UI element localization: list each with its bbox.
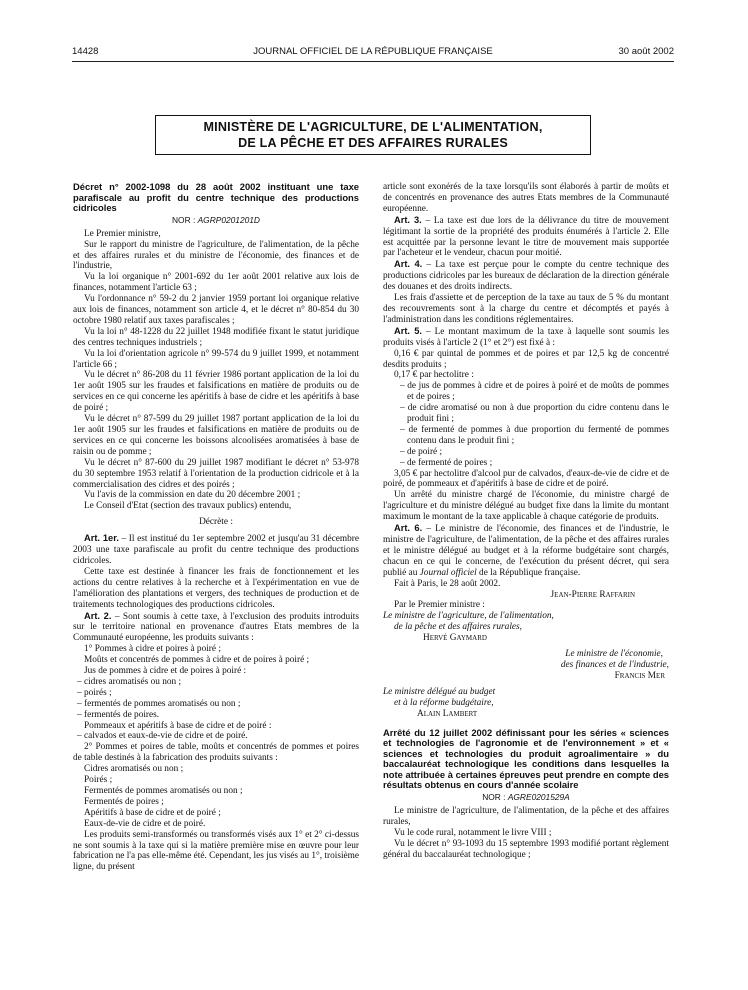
list-item: Fermentés de poires ; (84, 796, 164, 807)
done-at: Fait à Paris, le 28 août 2002. (394, 578, 501, 589)
article-5: Art. 5. – Le montant maximum de la taxe à laquelle sont soumis les produits visés à l'article 2 (1° et 2°) est fixé à : (383, 325, 669, 348)
ministry-line-2: DE LA PÊCHE ET DES AFFAIRES RURALES (238, 136, 508, 150)
list-item: Pommeaux et apéritifs à base de cidre et de poiré : (84, 720, 272, 731)
ministry-banner (155, 115, 591, 155)
sub-list-item: – de jus de pommes à cidre et de poires à poiré et de moûts de pommes et de poires ; (400, 381, 669, 403)
journal-title: JOURNAL OFFICIEL DE LA RÉPUBLIQUE FRANÇAISE (253, 46, 493, 57)
list-item: 1° Pommes à cidre et poires à poiré ; (84, 644, 221, 655)
article-1-p2: Cette taxe est destinée à financer les frais de fonctionnement et les actions du centre relatives à la recherche et à l'expérimentation en vue de l'amélioration des plantations et vergers, des techniques de production et de traitements technologiques des productions cidricoles. (73, 566, 359, 610)
sub-list-item: – poirés ; (77, 687, 112, 698)
article-4: Art. 4. – La taxe est perçue pour le compte du centre technique des productions cidricoles par les bureaux de déclaration de la direction générale des douanes et des droits indirects. (383, 259, 669, 293)
article-2-p3: Les produits semi-transformés ou transformés visés aux 1° et 2° ci-dessus ne sont soumis à la taxe qui si la matière première mise en œuvre pour leur fabrication ne l'a pas elle-même été. Cependant, les jus visés au 1°, troisième ligne, du présent (73, 829, 360, 873)
article-2-continued: article sont exonérés de la taxe lorsqu'ils sont élaborés à partir de moûts et de concentrés en provenance des autres Etats membres de la Communauté européenne. (383, 182, 669, 214)
rate-item: 0,16 € par quintal de pommes et de poires et par 12,5 kg de concentré desdits produits ; (383, 348, 669, 370)
visa-paragraph: Vu la loi n° 48-1228 du 22 juillet 1948 modifiée fixant le statut juridique des centres techniques industriels ; (73, 326, 359, 348)
left-column (73, 182, 359, 873)
visa-paragraph: Vu le décret n° 87-599 du 29 juillet 1987 portant application de la loi du 1er août 1905 sur les fraudes et falsifications en matière de produits ou de services en ce qui concerne les boissons alcoolisées aromatisées à base de raisin ou de pomme ; (73, 414, 359, 457)
visa-paragraph: Vu la loi organique n° 2001-692 du 1er août 2001 relative aux lois de finances, notamment l'article 63 ; (73, 272, 359, 294)
list-item: Fermentés de pommes aromatisés ou non ; (84, 786, 243, 796)
article-3: Art. 3. – La taxe est due lors de la délivrance du titre de mouvement légitimant la sortie de la propriété des produits énumérés à l'article 2. Elle est acquittée par la personne levant le titre de mouvement mais supportée par l'acheteur et le vendeur, chacun pour moitié. (383, 214, 669, 259)
right-column (383, 182, 669, 861)
visa-paragraph: Vu le décret n° 87-600 du 29 juillet 1987 modifiant le décret n° 53-978 du 30 septembre 1953 relatif à l'orientation de la production cidricole et à la commercialisation des cidres et des poirés ; (73, 457, 359, 490)
arrete-nor: NOR : AGRE0201529A (482, 792, 570, 803)
signature-pm: Jean-Pierre Raffarin (550, 589, 635, 600)
visa-paragraph: Le Conseil d'Etat (section des travaux publics) entendu, (84, 501, 292, 512)
ministry-line-1: MINISTÈRE DE L'AGRICULTURE, DE L'ALIMENTATION, (203, 120, 543, 134)
article-2-p2: 2° Pommes et poires de table, moûts et concentrés de pommes et poires de table destinés à la fabrication des produits suivants : (73, 742, 359, 764)
decree-title: Décret n° 2002-1098 du 28 août 2002 instituant une taxe parafiscale au profit du centre technique des productions cidricoles (73, 181, 359, 214)
article-6: Art. 6. – Le ministre de l'économie, des finances et de l'industrie, le ministre de l'agriculture, de l'alimentation, de la pêche et des affaires rurales et le ministre délégué au budget et à la réforme budgétaire sont chargés, chacun en ce qui le concerne, de l'exécution du présent décret, qui sera publié au Journal officiel de la République française. (383, 523, 669, 578)
list-item: Poirés ; (84, 775, 113, 786)
visa-paragraph: Le Premier ministre, (84, 228, 161, 239)
rate-item: 0,17 € par hectolitre : (394, 370, 474, 381)
decrete-heading: Décrète : (199, 517, 233, 528)
visa-paragraph: Vu la loi d'orientation agricole n° 99-574 du 9 juillet 1999, et notamment l'article 66 ; (73, 348, 359, 370)
minister-agri-title: Le ministre de l'agriculture, de l'alimentation, (383, 611, 554, 622)
arrete-paragraph: Vu le décret n° 93-1093 du 15 septembre 1993 modifié portant règlement général du baccalauréat technologique ; (383, 838, 669, 860)
page-number: 14428 (72, 46, 99, 57)
minister-budget-title-2: et à la réforme budgétaire, (394, 697, 494, 708)
header-rule (72, 61, 674, 62)
rate-item: 3,05 € par hectolitre d'alcool pur de calvados, d'eaux-de-vie de cidre et de poiré, de pommeaux et d'apéritifs à base de cidre et de poiré. (383, 468, 669, 490)
minister-agri-name: Hervé Gaymard (423, 633, 487, 644)
article-2: Art. 2. – Sont soumis à cette taxe, à l'exclusion des produits introduits sur le territoire national en provenance d'autres Etats membres de la Communauté européenne, les produits suivants : (73, 610, 359, 644)
arrete-title: Arrêté du 12 juillet 2002 définissant pour les séries « sciences et technologies de l'agronomie et de l'environnement » et « sciences et technologies du produit agroalimentaire » du baccalauréat technologique les conditions dans lesquelles la note attribuée à certaines épreuves peut prendre en compte des résultats obtenus en cours d'année scolaire (383, 726, 669, 791)
minister-eco-title: Le ministre de l'économie, (565, 649, 663, 660)
list-item: Eaux-de-vie de cidre et de poiré. (84, 818, 206, 829)
visa-paragraph: Vu le décret n° 86-208 du 11 février 1986 portant application de la loi du 1er août 1905 sur les fraudes et falsifications en matière de produits ou de services en ce qui concerne les apéritifs à base de cidre et les apéritifs à base de poiré ; (73, 370, 359, 414)
minister-agri-title-2: de la pêche et des affaires rurales, (394, 622, 522, 633)
sub-list-item: – calvados et eaux-de-vie de cidre et de poiré. (77, 731, 248, 742)
sub-list-item: – fermentés de pommes aromatisés ou non ; (77, 698, 241, 709)
minister-budget-name: Alain Lambert (417, 708, 478, 719)
sub-list-item: – de fermenté de poires ; (400, 457, 493, 468)
issue-date: 30 août 2002 (618, 46, 674, 57)
minister-budget-title: Le ministre délégué au budget (383, 686, 496, 697)
arrete-paragraph: Vu le code rural, notamment le livre VIII ; (394, 827, 552, 838)
sub-list-item: – de cidre aromatisé ou non à due proportion du cidre contenu dans le produit fini ; (400, 403, 669, 425)
list-item: Apéritifs à base de cidre et de poiré ; (84, 807, 221, 818)
list-item: Moûts et concentrés de pommes à cidre et de poires à poiré ; (84, 655, 310, 666)
page-header (72, 46, 674, 60)
sub-list-item: – de fermenté de pommes à due proportion du fermenté de pommes contenu dans le produit fini ; (400, 424, 669, 446)
decree-nor: NOR : AGRP0201201D (172, 214, 260, 225)
visa-paragraph: Vu l'ordonnance n° 59-2 du 2 janvier 1959 portant loi organique relative aux lois de finances, notamment son article 4, et le décret n° 80-854 du 30 octobre 1980 relatif aux taxes parafiscales ; (73, 294, 359, 326)
article-5-p2: Un arrêté du ministre chargé de l'économie, du ministre chargé de l'agriculture et du ministre délégué au budget fixe dans la limite du montant maximum le montant de la taxe applicable à chaque catégorie de produits. (383, 490, 669, 523)
sub-list-item: – de poiré ; (400, 446, 443, 457)
minister-eco-name: Francis Mer (614, 670, 665, 681)
minister-eco-title-2: des finances et de l'industrie, (560, 659, 669, 670)
visa-paragraph: Sur le rapport du ministre de l'agriculture, de l'alimentation, de la pêche et des affaires rurales et du ministre de l'économie, des finances et de l'industrie, (73, 239, 359, 272)
article-4-p2: Les frais d'assiette et de perception de la taxe au taux de 5 % du montant des recouvrements sont à la charge du centre et décomptés et payés à l'administration dans les conditions réglementaires. (383, 293, 669, 325)
sub-list-item: – fermentés de poires. (77, 709, 160, 720)
visa-paragraph: Vu l'avis de la commission en date du 20 décembre 2001 ; (84, 490, 301, 501)
article-1: Art. 1er. – Il est institué du 1er septembre 2002 et jusqu'au 31 décembre 2003 une taxe parafiscale au profit du centre technique des productions cidricoles. (73, 533, 359, 566)
sub-list-item: – cidres aromatisés ou non ; (77, 676, 182, 687)
by-pm: Par le Premier ministre : (394, 600, 485, 611)
arrete-paragraph: Le ministre de l'agriculture, de l'alimentation, de la pêche et des affaires rurales, (383, 805, 669, 827)
list-item: Cidres aromatisés ou non ; (84, 764, 184, 775)
list-item: Jus de pommes à cidre et de poires à poiré : (84, 666, 247, 677)
